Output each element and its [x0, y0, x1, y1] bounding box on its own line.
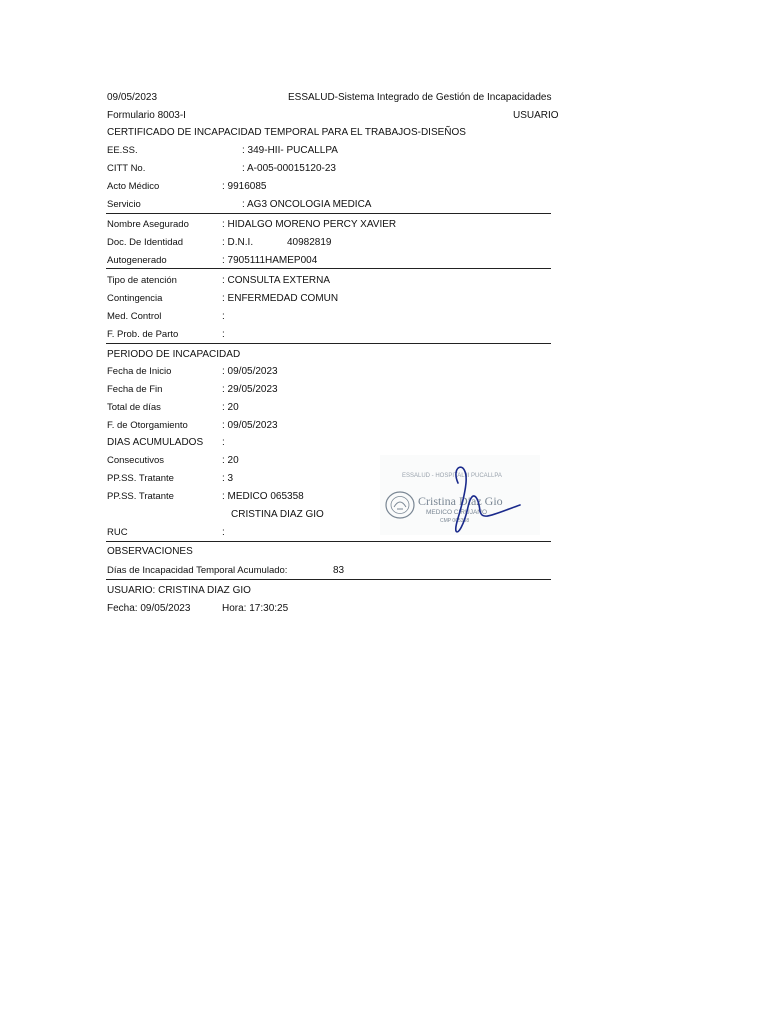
fecha-fin-label: Fecha de Fin: [107, 384, 163, 395]
otorgamiento-value: : 09/05/2023: [222, 420, 278, 431]
otorgamiento-label: F. de Otorgamiento: [107, 420, 188, 431]
divider-2: [106, 268, 551, 269]
tipo-atencion-label: Tipo de atención: [107, 275, 177, 286]
stamp-cmp: CMP 065358: [440, 518, 470, 524]
consecutivos-label: Consecutivos: [107, 455, 165, 466]
eess-label: EE.SS.: [107, 145, 138, 156]
fecha-inicio-value: : 09/05/2023: [222, 366, 278, 377]
servicio-label: Servicio: [107, 199, 141, 210]
ruc-label: RUC: [107, 527, 128, 538]
periodo-heading: PERIODO DE INCAPACIDAD: [107, 349, 241, 360]
dias-acumulados-value: :: [222, 437, 225, 448]
ppss-tratante-label-1: PP.SS. Tratante: [107, 473, 174, 484]
dias-acumulados-label: DIAS ACUMULADOS: [107, 437, 204, 448]
citt-value: : A-005-00015120-23: [242, 163, 336, 174]
stamp-top-line: ESSALUD - HOSPITAL II PUCALLPA: [402, 473, 502, 479]
certificate-title: CERTIFICADO DE INCAPACIDAD TEMPORAL PARA EL TRABAJOS-DISEÑOS: [107, 127, 466, 138]
contingencia-value: : ENFERMEDAD COMUN: [222, 293, 339, 304]
user-label: USUARIO: [513, 110, 559, 121]
form-number: Formulario 8003-I: [107, 110, 186, 121]
observaciones-heading: OBSERVACIONES: [107, 546, 193, 557]
document-date: 09/05/2023: [107, 92, 158, 103]
total-dias-value: : 20: [222, 402, 239, 413]
dias-acumulado-label: Días de Incapacidad Temporal Acumulado:: [107, 565, 288, 576]
acto-medico-value: : 9916085: [222, 181, 267, 192]
acto-medico-label: Acto Médico: [107, 181, 160, 192]
doc-identidad-label: Doc. De Identidad: [107, 237, 184, 248]
divider-5: [106, 579, 551, 580]
divider-4: [106, 541, 551, 542]
divider-1: [106, 213, 551, 214]
med-control-value: :: [222, 311, 225, 322]
dias-acumulado-value: 83: [333, 565, 345, 576]
ppss-tratante-value-2: : MEDICO 065358: [222, 491, 304, 502]
system-title: ESSALUD-Sistema Integrado de Gestión de Incapacidades: [288, 92, 552, 103]
prob-parto-value: :: [222, 329, 225, 340]
stamp-name: Cristina Diaz Gio: [418, 494, 503, 508]
med-control-label: Med. Control: [107, 311, 162, 322]
nombre-asegurado-value: : HIDALGO MORENO PERCY XAVIER: [222, 219, 397, 230]
ppss-tratante-label-2: PP.SS. Tratante: [107, 491, 174, 502]
footer-usuario: USUARIO: CRISTINA DIAZ GIO: [107, 585, 251, 596]
autogenerado-value: : 7905111HAMEP004: [222, 255, 318, 266]
consecutivos-value: : 20: [222, 455, 239, 466]
divider-3: [106, 343, 551, 344]
doc-identidad-number: 40982819: [287, 237, 332, 248]
doc-identidad-type: : D.N.I.: [222, 237, 254, 248]
eess-value: : 349-HII- PUCALLPA: [242, 145, 338, 156]
ruc-value: :: [222, 527, 225, 538]
ppss-tratante-value-1: : 3: [222, 473, 234, 484]
doctor-name: CRISTINA DIAZ GIO: [231, 509, 324, 520]
nombre-asegurado-label: Nombre Asegurado: [107, 219, 189, 230]
contingencia-label: Contingencia: [107, 293, 163, 304]
prob-parto-label: F. Prob. de Parto: [107, 329, 179, 340]
stamp-role: MEDICO CIRUJANO: [426, 509, 488, 516]
fecha-fin-value: : 29/05/2023: [222, 384, 278, 395]
footer-fecha: Fecha: 09/05/2023: [107, 603, 191, 614]
autogenerado-label: Autogenerado: [107, 255, 167, 266]
footer-hora: Hora: 17:30:25: [222, 603, 289, 614]
fecha-inicio-label: Fecha de Inicio: [107, 366, 172, 377]
citt-label: CITT No.: [107, 163, 146, 174]
servicio-value: : AG3 ONCOLOGIA MEDICA: [242, 199, 372, 210]
doctor-stamp-signature: [380, 455, 540, 535]
tipo-atencion-value: : CONSULTA EXTERNA: [222, 275, 330, 286]
total-dias-label: Total de días: [107, 402, 161, 413]
